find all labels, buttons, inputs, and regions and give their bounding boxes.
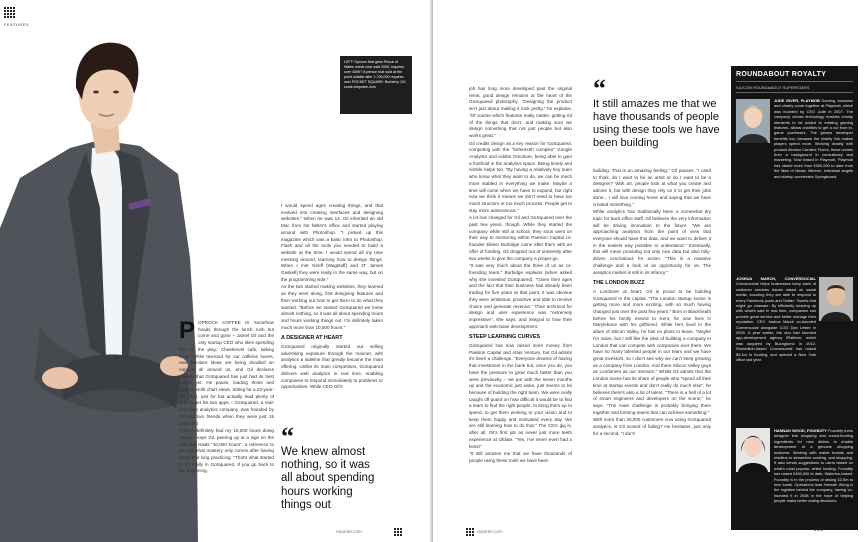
sidebar-rule xyxy=(736,81,853,82)
left-column-2 xyxy=(281,203,383,393)
profile-photo xyxy=(736,99,770,143)
paragraph: job has long more developed past the original remit, good design remains at the heart of the GoSquared philosophy. "Designing the product isn't just about making it look pretty," he explains. "Of course which features really matter, getting rid of the things that don't, and making sure we design something that not just people but also works great." xyxy=(469,86,572,138)
profile-name: HANNAH WOOD, FOUNDITY xyxy=(774,428,827,433)
profile-name: JUDE GIVER, PLAYMOB xyxy=(774,98,820,103)
profile-body: Foundity turns designer into shopping and crowd-funding ingredients for new dishes to enable development of a genuine shopping business. Working with maker brands and retailers to streamline cooking, and shopping. It also sends suggestions to users based on what's most popular, whilst funding. Foundity has raised £450,000 to date, Waterloo-based. Foundity is in the process of raising £2.5m to new funds. Operations lead Hannah Wong is the logistics behind the company, having co-founded it in 2008 in the hope of helping people make better eating decisions. xyxy=(774,428,853,504)
sidebar-box xyxy=(731,66,858,530)
left-column-1 xyxy=(179,317,274,518)
left-page xyxy=(0,0,431,542)
profile-text xyxy=(736,276,816,426)
paragraph: I would spend ages creating things, and that evolved into creating interfaces and designing websites." When he was 14, Gil inherited an old Mac from his father's office and started playing around with Photoshop. "I picked up this magazine which was a basic intro to Photoshop, Flash and all the tools you needed to build a website at the time. I would spend all my time messing around, learning how to design things. When I met Geoff [Wagstaff] and JT James Gaskell] they were really in the same way, but on the programming side." xyxy=(281,203,383,282)
sidebar-title: ROUNDABOUT ROYALTY xyxy=(736,71,827,78)
paragraph: Gil credits design as a key reason for GoSquared, competing with the "behemoth complex" Google Analytics and Adobe Omniture, being able to gain a foothold in the analytics space. Being timely and nimble helps too. "By having a relatively tiny team who know what they want to do, we can be much more stabled in everything we make. Maybe a time will come when we have to expand, but right now we think it means we don't need to have too much structure or too much process. People get to stay more autonomous." xyxy=(469,140,572,213)
page-footer: reporter.com xyxy=(477,529,503,534)
profile-text xyxy=(774,428,853,526)
page-footer: reporter.com xyxy=(336,529,362,534)
section-heading: STEEP LEARNING CURVES xyxy=(469,334,541,341)
page-marker-icon: ●●● xyxy=(814,527,824,533)
quote-mark-icon: “ xyxy=(593,74,606,103)
paragraph: As the two started making websites, they learned as they went along, first designing features and then working out how to get them to do what they wanted. "Before we started GoSquared we knew almost nothing, so it was all about spending hours and hours working things out. I'm definitely taken much more than 10,000 hours." xyxy=(281,284,383,330)
photo-caption: LEFT: Sporcer that grew Prince of Wales check near said 2009, requires over 400K? A person that sold at the point outside after 1,700,000 requires over POCKET SQUARE: Burberry. OX, conte-empotee.com xyxy=(340,56,412,114)
paragraph: GoSquared has now raised more money from Passion Capital and Atlas Venture, but Gil admits it's been a challenge. "Everyone dreams of having that investment in the bank but, once you do, you have the pressure to grow much faster than you were previously – we put with the seven months up and the economic just woke, just seems to be because of building the right team. We were really caught off guard on how difficult it would be to find a team to find the right people, to bring them up to speed, to get them working to your vision and to keep them happy and motivated every day. We are still learning how to do that." The CEO gig is, after all, Gil's first job as never just more teeth experience at Ofdate. "Yes, I've never even had a boss!" xyxy=(469,343,572,449)
section-label: FEATURES xyxy=(4,22,30,27)
paragraph: While analytics has traditionally been a somewhat dry topic for back-office staff, Gil believes the very information will be driving innovation to the future. "We are approaching analytics from the point of view that everyone should have this data, and we want to deliver it in the easiest way possible to understand." Eventually, this will mean providing not only nice data but also fully-driven conclusions for action. "This is a massive challenge and a look at an opportunity for us. The analytics market is still in its infancy." xyxy=(593,209,711,275)
sidebar-rule xyxy=(736,92,853,93)
section-heading: A DESIGNER AT HEART xyxy=(281,335,343,342)
profile-photo xyxy=(736,428,770,472)
portrait-photo xyxy=(0,28,200,542)
pull-quote xyxy=(593,74,723,150)
pull-quote xyxy=(281,422,381,512)
drop-cap: P xyxy=(179,317,196,344)
profile-body: Conversocial helps businesses keep track of customer services issues raised on social media, ensuring they are able to respond to every Facebook posts and Twitter. Tweets that might go unaware. By efficiently keeping up with what's said in real time, companies can provide great service and better manage their reputation. CEO Joshua March co-founded Conversocial alongside COO Dan Lester in 2009. A year earlier, the duo had founded app-development agency iPlatform, which was acquired by Buongiorno in 2012. Shoreditch-based Conversocial has raised $3.4m in funding, and opened a New York office last year. xyxy=(736,281,816,363)
footer-grid-icon xyxy=(394,527,403,536)
pull-quote-text: It still amazes me that we have thousands of people using these tools we have been building xyxy=(593,98,720,149)
paragraph: "It was very much about the three of us as co-founding team," Burbidge explains (when asked why she invested GoSquared). "Given their ages and the fact that their business had already been trading for five years at that point, it was obvious they were ambitious, proactive and able to receive choice and generate revenue." Their technical for design and user experience was "extremely impressive", she says, and integral to how their approach web-base development. xyxy=(469,263,572,329)
paragraph: A lot has changed for Gil and GoSquared over the past few years, though. While they started the company while still at school, they soon went on their way to mentoring within Passion Capital co-founder Eileen Burbidge came after them with an offer of funding. Gil dropped out of university after two weeks to give the company a proper go. xyxy=(469,215,572,261)
profile-name: JOSHUA MARCH, CONVERSOCIAL xyxy=(736,276,816,281)
section-heading: THE LONDON BUZZ xyxy=(593,280,645,287)
profile-text-continued xyxy=(736,170,853,266)
right-column-1 xyxy=(469,86,572,530)
quote-mark-icon: “ xyxy=(281,422,294,451)
right-column-2 xyxy=(593,168,711,534)
profile-photo xyxy=(819,277,853,321)
paragraph: "I have definitely had my 10,000 hours doing design," says Gil, peering up at a sign on the wall that reads "10,000 hours", a reference to the idea that mastery only comes after having spent that long practicing. "That's what started to do really in GoSquared. If you go back to the beginning, xyxy=(179,428,274,474)
sidebar-subtitle: SILICON ROUNDABOUT SUPERSTARS xyxy=(736,85,810,90)
profile-text xyxy=(774,98,853,179)
footer-grid-icon xyxy=(466,527,475,536)
paragraph: OPROCK COFFEE IS 'somehow heads through the lunch rush but come and gone – Jamel Gil and the only startup CEO who likes spending time in the play,' Cheekervel cafe, talking shop. While tea-loud for our caffeine lovers, new furniture ideas are being doodled on napkins all around us, and Gil declares proudly that GoSquared has just had its best month yet. He pause, loading those and graphic profit chart views. Sitting for a 22-year-old CEO, just for but actually lead plenty of time to get his two apps – GoSquared, a real-time web analytics company, was founded by Gil and two friends when they were just 15 years old. xyxy=(179,320,274,426)
paragraph: GoSquared originally started out selling advertising exposure through the manner, with analytics a sideline that greatly became the main offering. Unlike its main competitors, GoSquared delivers web analytics in real time, enabling companies to respond immediately to problems or opportunities. While CEO Gil's xyxy=(281,344,383,390)
paragraph: A Londoner at heart, Gil is proud to be building GoSquared in the capital. "The London startup scene is getting more and more exciting, with so much having changed just over the past few years." Born in Blackheath before his family moved to Kent, he now lives in Marylebone with his girlfriend. While he's lived in the allure of Silicon Valley, he has no plans to leave. "Maybe I'm naive, but I still like the idea of building a company in London that can compete with companies over there. We have so many talented people in our team and we have great investors, so I don't see why we can't keep growing as a company from London. And there Silicon Valley guys as Londoners as our mentors." Whilst Gil admits that the London scene has its share of people who "spend all their time at startup events and don't really do much else", he believes there's also a lot of talent. "There is a hell of a lot of smart engineers and developers on the scene," he says. "The main challenge is probably bringing them together and forming teams that can achieve something." xyxy=(593,288,711,415)
section-grid-icon xyxy=(4,6,16,18)
paragraph: "It still amazes me that we have thousands of people using these tools we have been xyxy=(469,451,572,463)
paragraph: With more than 30,000 customers now using GoSquared analytics, is Gil scared of failing? He hesitates, just only for a second. "I don't xyxy=(593,417,711,436)
paragraph: building. That is an amazing feeling," Gil pauses. "I used to think, do I want to be an artist or do I want to be a designer? With art, people look at what you create and admire it, but with design they rely on it to get their jobs done... I will love coming home and saying that we have created something." xyxy=(593,168,711,207)
pull-quote-text: We knew almost nothing, so it was all about spending hours working things out xyxy=(281,446,375,511)
profile-body: Gaming, business and charity come together at Playmob, which was founded by CEO Jude in 2007. The company, whose technology enables charity elements to be added to existing gaming features, allows charities to get a cut from in-game purchases. The games developer benefits too, because the charity link makes players spend more. Working closely with product director Caroline Flores, these comes from a background in consultancy and marketing. Now based in Playmob, Playmob has raised more than £500,000 to date from the likes of Nesta, Mitreen, individual angels and startup accelerator Springboard. xyxy=(774,98,853,179)
